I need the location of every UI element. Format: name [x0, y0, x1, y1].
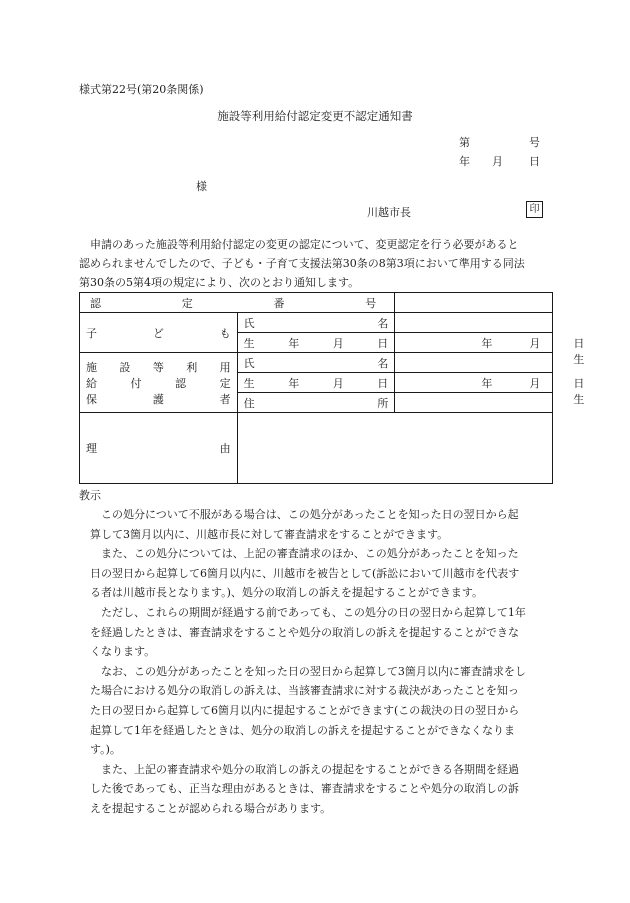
seal-mark: 印: [526, 201, 543, 218]
notice-line: を経過したときは、審査請求をすることや処分の取消しの訴えを提起することができな: [90, 625, 519, 639]
notice-heading: 教示: [79, 489, 101, 502]
notice-line: この処分について不服がある場合は、この処分があったことを知った日の翌日から起: [101, 508, 519, 521]
notice-line: なお、この処分があったことを知った日の翌日から起算して3箇月以内に審査請求をし: [101, 664, 526, 678]
birth-year-unit: 年: [481, 377, 493, 390]
issuer-name: 川越市長: [367, 206, 411, 219]
guardian-address-value[interactable]: [395, 393, 553, 413]
notice-line: 起算して1年を経過したときは、処分の取消しの訴えを提起することができなくなりま: [90, 723, 515, 737]
child-name-label: 氏 名: [237, 313, 395, 333]
form-number-label: 様式第22号(第20条関係): [79, 83, 204, 96]
recipient-honorific: 様: [196, 180, 207, 193]
child-birthdate-label: 生 年 月 日: [237, 333, 395, 353]
guardian-birthdate-value[interactable]: [395, 373, 585, 406]
date-year-label: 年: [459, 155, 470, 168]
birth-day-unit: 日生: [573, 377, 585, 406]
guardian-address-label: 住 所: [237, 393, 395, 413]
notice-line: 算して3箇月以内に、川越市長に対して審査請求をすることができます。: [90, 527, 449, 541]
notice-line: えを提起することが認められる場合があります。: [90, 801, 332, 815]
intro-paragraph: [79, 235, 554, 292]
notice-line: また、上記の審査請求や処分の取消しの訴えの提起をすることができる各期間を経過: [101, 762, 519, 776]
intro-line: 申請のあった施設等利用給付認定の変更の認定について、変更認定を行う必要があると: [90, 238, 519, 251]
notice-line: ただし、これらの期間が経過する前であっても、この処分の日の翌日から起算して1年: [101, 605, 526, 619]
birth-day-unit: 日生: [573, 337, 585, 366]
document-title: 施設等利用給付認定変更不認定通知書: [217, 109, 413, 123]
date-month-label: 月: [492, 155, 503, 168]
guardian-label: [80, 353, 238, 413]
document-number-prefix: 第: [459, 136, 470, 149]
guardian-name-value[interactable]: [395, 353, 553, 373]
cert-number-value[interactable]: [395, 293, 553, 313]
date-day-label: 日: [529, 155, 540, 168]
intro-line: 第30条の5第4項の規定により、次のとおり通知します。: [79, 276, 360, 289]
document-number-suffix: 号: [529, 136, 540, 149]
birth-month-unit: 月: [529, 337, 541, 350]
notice-line: くなります。: [90, 645, 156, 659]
reason-value[interactable]: [237, 413, 552, 484]
child-birthdate-value[interactable]: [395, 333, 585, 366]
table-row: [80, 353, 553, 373]
table-row: [80, 293, 553, 313]
notice-paragraphs: [79, 505, 554, 819]
notice-line: また、この処分については、上記の審査請求のほか、この処分があったことを知った: [101, 547, 519, 561]
notice-line: す。)。: [90, 743, 121, 757]
guardian-label-line: 施 設 等 利 用: [86, 360, 231, 374]
notice-line: た場合における処分の取消しの訴えは、当該審査請求に対する裁決があったことを知っ: [90, 684, 519, 698]
child-label: 子 ど も: [80, 313, 238, 353]
table-row: [80, 413, 553, 484]
notice-line: た日の翌日から起算して6箇月以内に提起することができます(この裁決の日の翌日から: [90, 703, 520, 717]
reason-label: 理 由: [80, 413, 238, 484]
cert-number-label: 認 定 番 号: [80, 293, 395, 313]
notice-line: る者は川越市長となります。)、処分の取消しの訴えを提起することができます。: [90, 586, 484, 600]
guardian-name-label: 氏 名: [237, 353, 395, 373]
guardian-label-line: 保 護 者: [86, 392, 231, 406]
guardian-birthdate-label: 生 年 月 日: [237, 373, 395, 393]
notice-line: した後であっても、正当な理由があるときは、審査請求をすることや処分の取消しの訴: [90, 782, 519, 796]
certification-table: [79, 292, 585, 484]
child-name-value[interactable]: [395, 313, 553, 333]
guardian-label-line: 給 付 認 定: [86, 376, 231, 390]
notice-line: 日の翌日から起算して6箇月以内に、川越市を被告として(訴訟において川越市を代表す: [90, 566, 520, 580]
birth-year-unit: 年: [481, 337, 493, 350]
intro-line: 認められませんでしたので、子ども・子育て支援法第30条の8第3項において準用する同法: [79, 257, 525, 270]
birth-month-unit: 月: [529, 377, 541, 390]
table-row: [80, 313, 553, 333]
